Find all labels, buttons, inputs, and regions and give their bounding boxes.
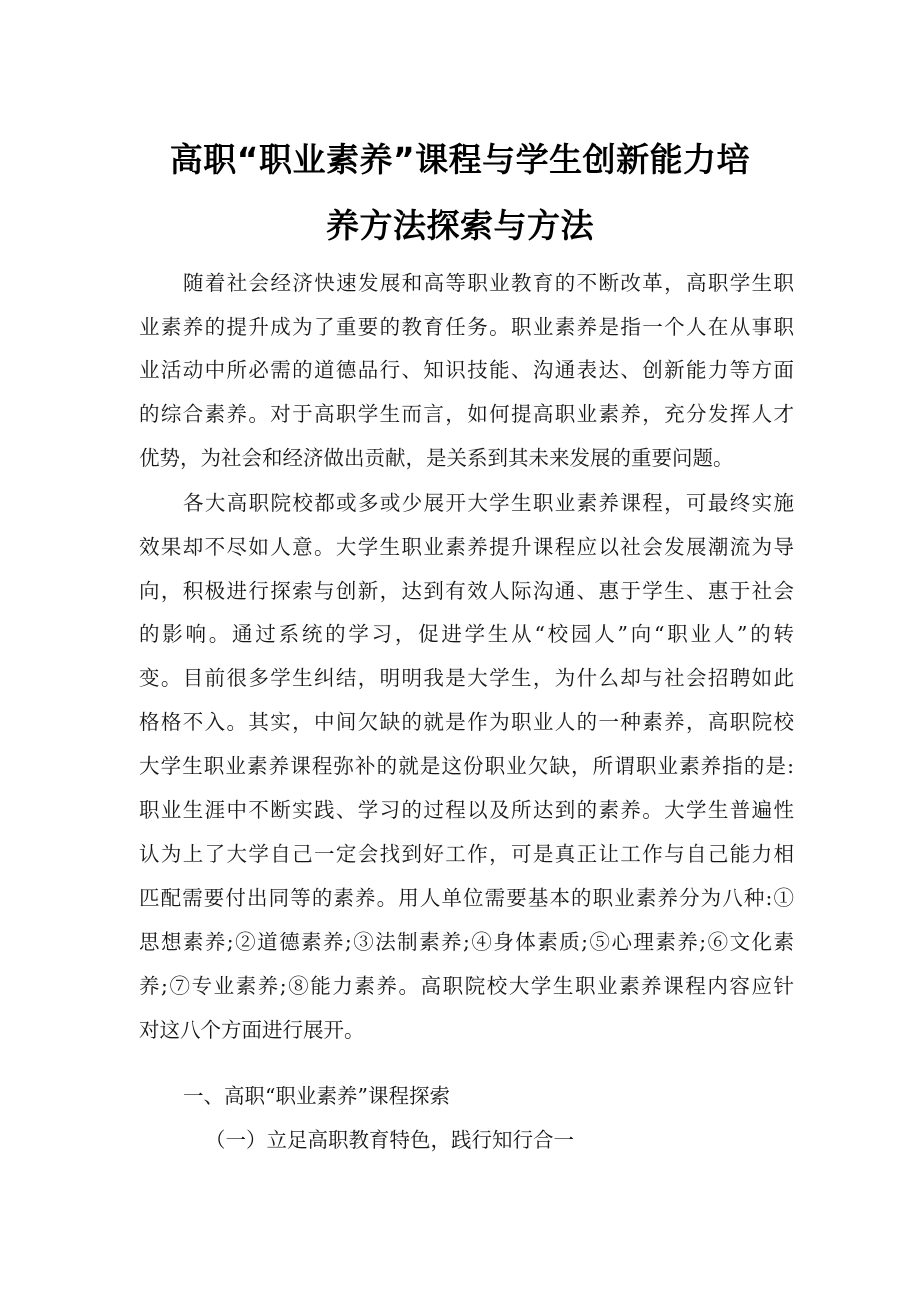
- paragraph-2-line: 职业生涯中不断实践、学习的过程以及所达到的素养。大学生普遍性: [139, 798, 794, 822]
- paragraph-2-line: 效果却不尽如人意。大学生职业素养提升课程应以社会发展潮流为导: [139, 535, 794, 559]
- paragraph-1-line: 业活动中所必需的道德品行、知识技能、沟通表达、创新能力等方面: [139, 358, 794, 382]
- paragraph-2-line: 思想素养;②道德素养;③法制素养;④身体素质;⑤心理素养;⑥文化素: [139, 930, 794, 954]
- paragraph-2-line: 匹配需要付出同等的素养。用人单位需要基本的职业素养分为八种:①: [139, 886, 794, 910]
- paragraph-1-line: 优势，为社会和经济做出贡献，是关系到其未来发展的重要问题。: [139, 446, 734, 470]
- paragraph-2-line: 各大高职院校都或多或少展开大学生职业素养课程，可最终实施: [183, 491, 794, 515]
- paragraph-2-line: 养;⑦专业素养;⑧能力素养。高职院校大学生职业素养课程内容应针: [139, 974, 794, 998]
- paragraph-1-line: 业素养的提升成为了重要的教育任务。职业素养是指一个人在从事职: [139, 315, 794, 339]
- paragraph-2-line: 大学生职业素养课程弥补的就是这份职业欠缺，所谓职业素养指的是:: [139, 754, 794, 778]
- paragraph-1-line: 随着社会经济快速发展和高等职业教育的不断改革，高职学生职: [183, 271, 794, 295]
- section-heading: 一、高职“职业素养”课程探索: [183, 1084, 450, 1108]
- document-title-line-2: 养方法探索与方法: [326, 206, 594, 245]
- paragraph-2-line: 变。目前很多学生纠结，明明我是大学生，为什么却与社会招聘如此: [139, 666, 794, 690]
- paragraph-2-line: 认为上了大学自己一定会找到好工作，可是真正让工作与自己能力相: [139, 842, 794, 866]
- paragraph-2-line: 对这八个方面进行展开。: [139, 1018, 365, 1042]
- document-title-line-1: 高职“职业素养”课程与学生创新能力培: [169, 140, 751, 179]
- paragraph-2-line: 的影响。通过系统的学习，促进学生从“校园人”向“职业人”的转: [139, 622, 794, 646]
- subsection-heading: （一）立足高职教育特色，践行知行合一: [205, 1128, 574, 1152]
- paragraph-2-line: 向，积极进行探索与创新，达到有效人际沟通、惠于学生、惠于社会: [139, 579, 794, 603]
- paragraph-2-line: 格格不入。其实，中间欠缺的就是作为职业人的一种素养，高职院校: [139, 710, 794, 734]
- paragraph-1-line: 的综合素养。对于高职学生而言，如何提高职业素养，充分发挥人才: [139, 402, 794, 426]
